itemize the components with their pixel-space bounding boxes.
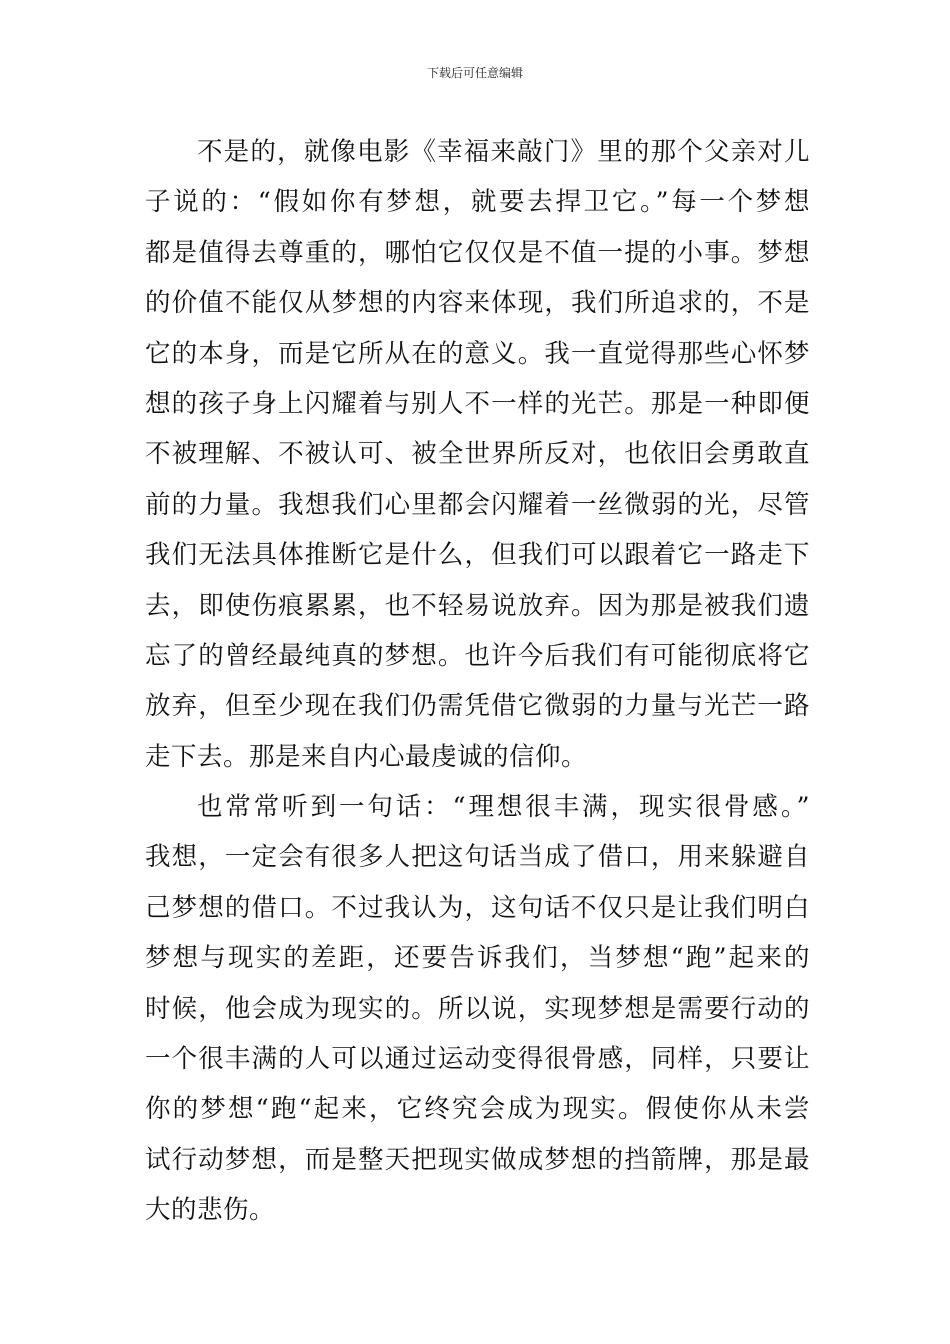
text-line: 试行动梦想，而是整天把现实做成梦想的挡箭牌，那是最 bbox=[145, 1144, 810, 1175]
text-line: 时候，他会成为现实的。所以说，实现梦想是需要行动的 bbox=[145, 993, 810, 1024]
paragraph bbox=[145, 782, 810, 1236]
text-line: 想的孩子身上闪耀着与别人不一样的光芒。那是一种即便 bbox=[145, 388, 810, 419]
text-line: 都是值得去尊重的，哪怕它仅仅是不值一提的小事。梦想 bbox=[145, 237, 810, 268]
document-body bbox=[145, 127, 810, 1236]
text-line: 梦想与现实的差距，还要告诉我们，当梦想“跑”起来的 bbox=[145, 943, 810, 974]
paragraph bbox=[145, 127, 810, 782]
text-line: 子说的：“假如你有梦想，就要去捍卫它。”每一个梦想 bbox=[145, 187, 810, 218]
text-line: 去，即使伤痕累累，也不轻易说放弃。因为那是被我们遗 bbox=[145, 590, 810, 621]
text-line: 我们无法具体推断它是什么，但我们可以跟着它一路走下 bbox=[145, 540, 810, 571]
text-line: 的价值不能仅从梦想的内容来体现，我们所追求的，不是 bbox=[145, 288, 810, 319]
text-line: 也常常听到一句话：“理想很丰满，现实很骨感。” bbox=[197, 792, 810, 823]
text-line: 不是的，就像电影《幸福来敲门》里的那个父亲对儿 bbox=[197, 137, 810, 167]
page-header-note: 下载后可任意编辑 bbox=[426, 66, 523, 80]
text-line: 放弃，但至少现在我们仍需凭借它微弱的力量与光芒一路 bbox=[145, 691, 810, 722]
text-line: 大的悲伤。 bbox=[145, 1195, 276, 1226]
text-line: 前的力量。我想我们心里都会闪耀着一丝微弱的光，尽管 bbox=[145, 489, 810, 520]
text-line: 我想，一定会有很多人把这句话当成了借口，用来躲避自 bbox=[145, 842, 810, 873]
text-line: 你的梦想“跑“起来，它终究会成为现实。假使你从未尝 bbox=[145, 1094, 810, 1125]
text-line: 不被理解、不被认可、被全世界所反对，也依旧会勇敢直 bbox=[145, 439, 810, 470]
text-line: 一个很丰满的人可以通过运动变得很骨感，同样，只要让 bbox=[145, 1044, 810, 1075]
text-line: 走下去。那是来自内心最虔诚的信仰。 bbox=[145, 741, 588, 772]
text-line: 己梦想的借口。不过我认为，这句话不仅只是让我们明白 bbox=[145, 892, 810, 923]
text-line: 忘了的曾经最纯真的梦想。也许今后我们有可能彻底将它 bbox=[145, 640, 810, 671]
text-line: 它的本身，而是它所从在的意义。我一直觉得那些心怀梦 bbox=[145, 338, 810, 369]
